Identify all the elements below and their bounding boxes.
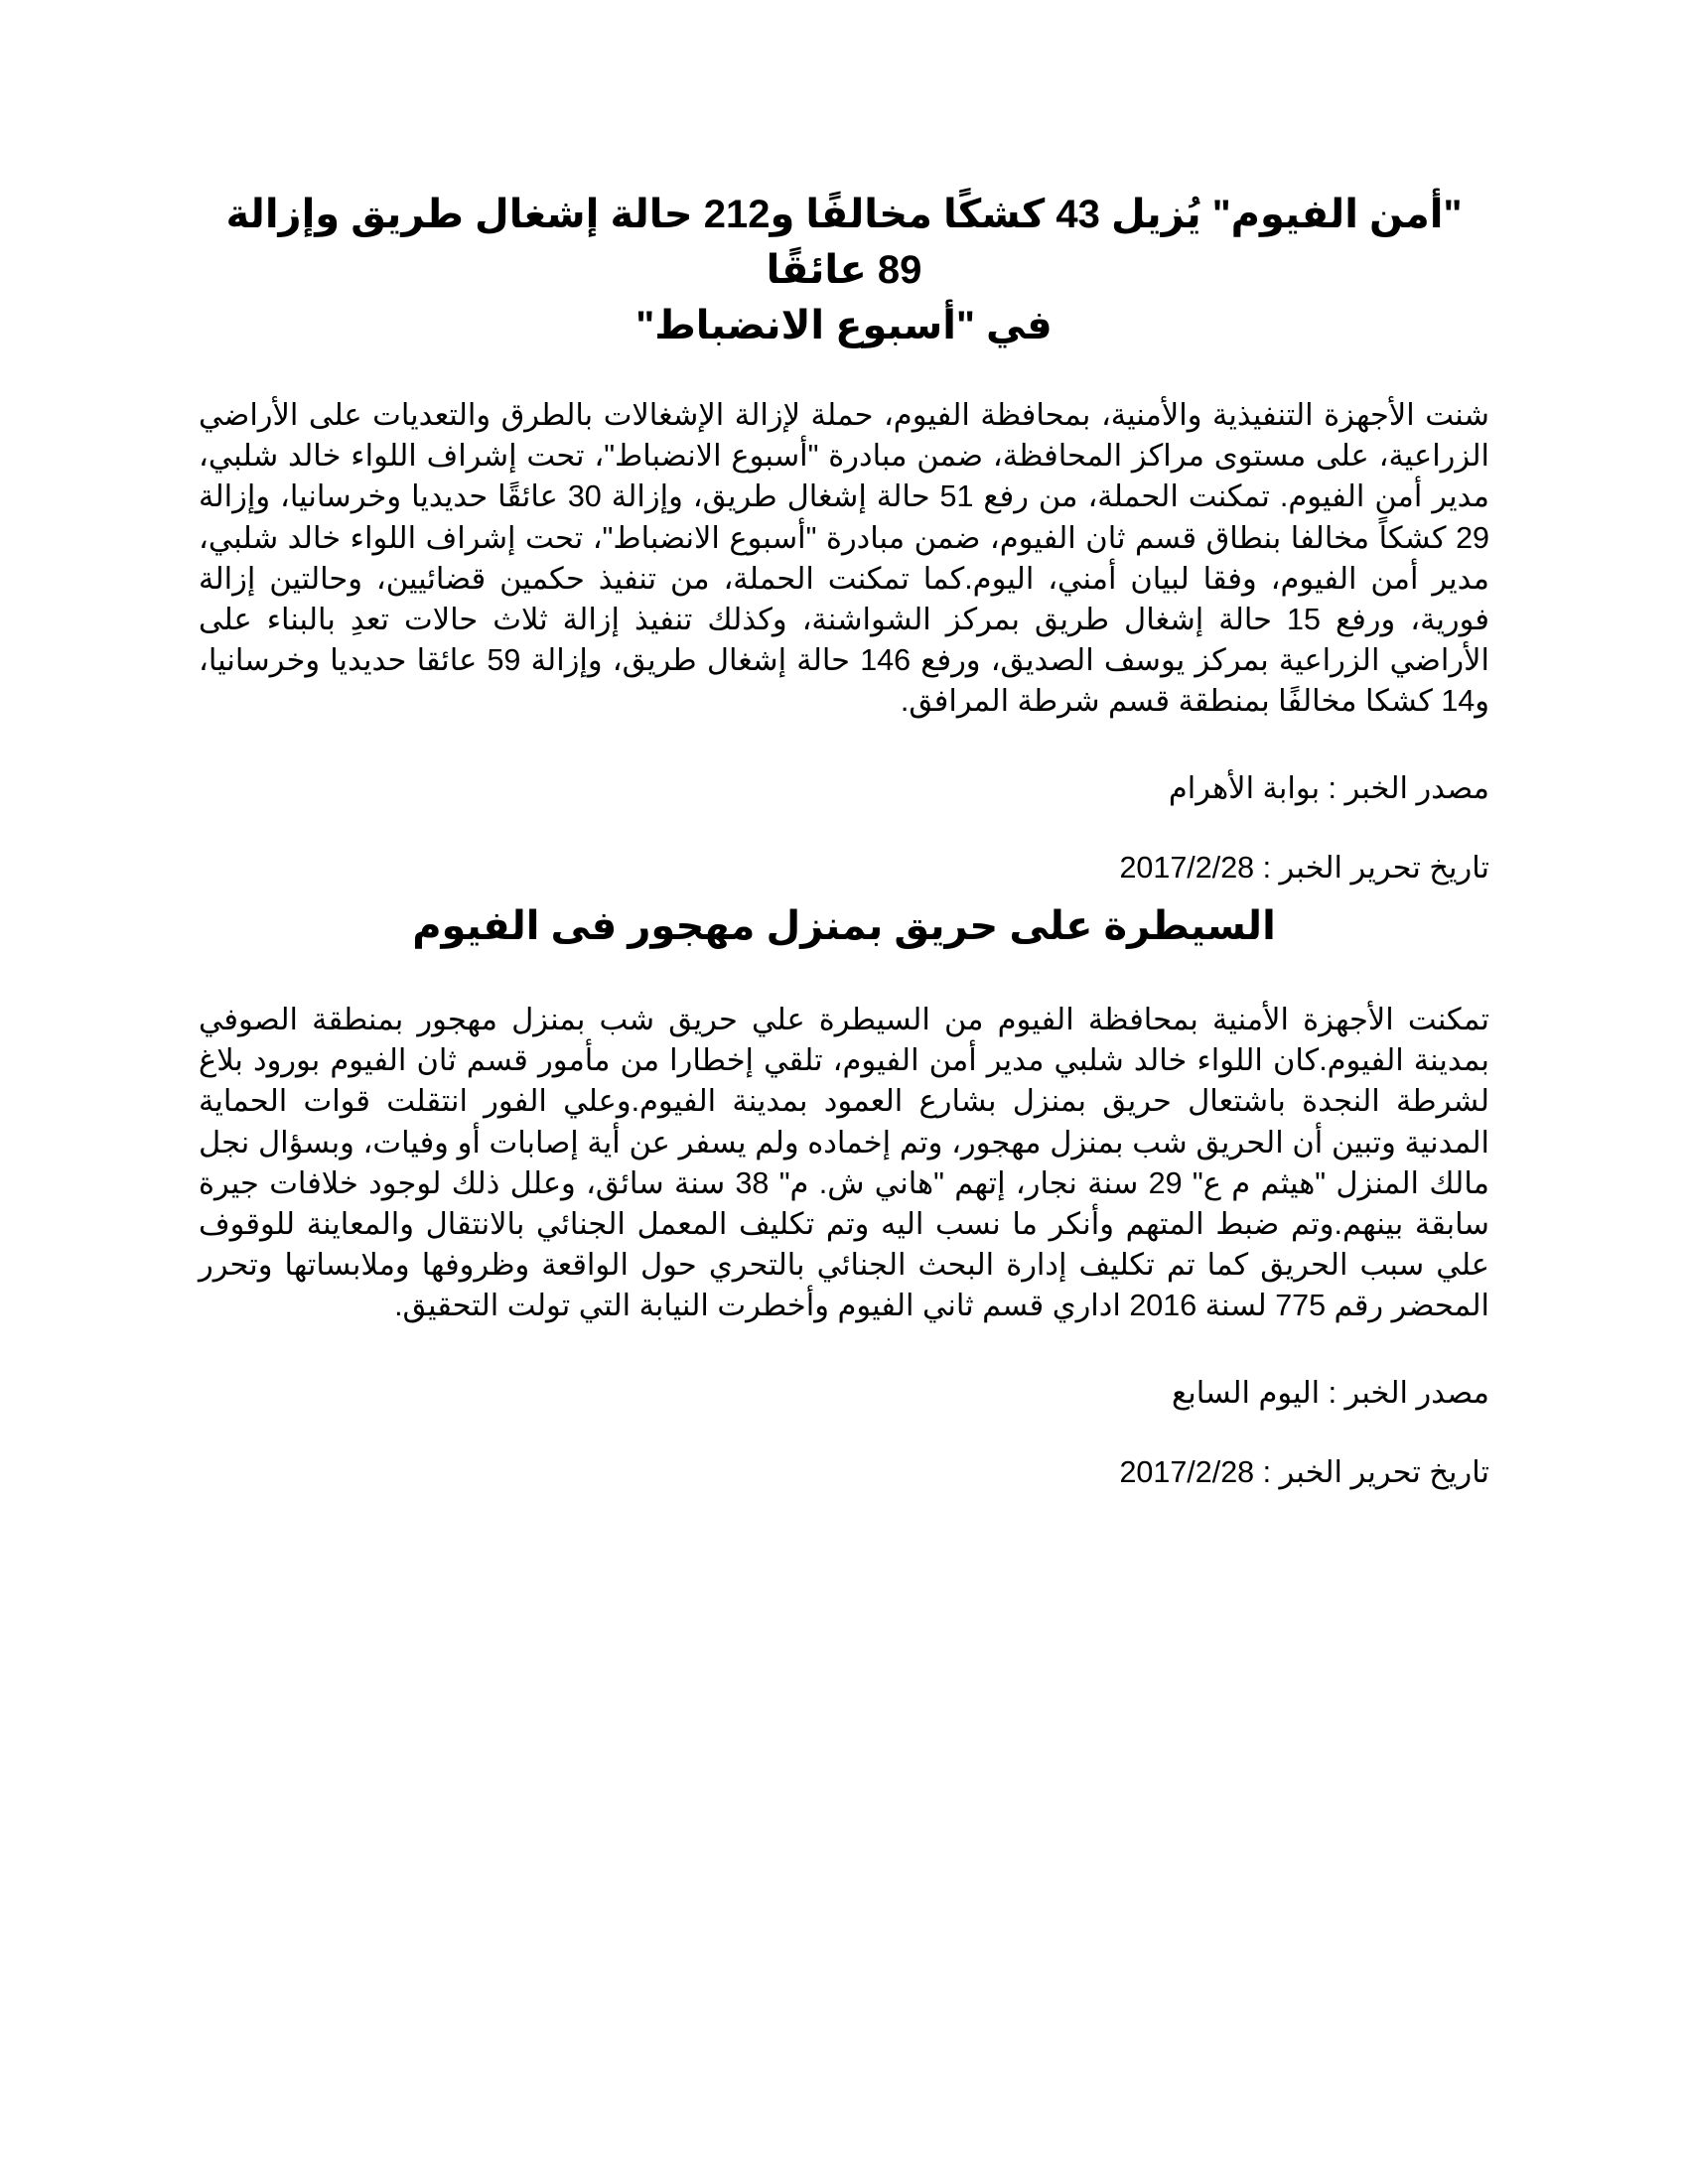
article-body: شنت الأجهزة التنفيذية والأمنية، بمحافظة الفيوم، حملة لإزالة الإشغالات بالطرق والتعديات على الأراضي الزراعية، على مستوى مراكز المحافظة، ضمن مبادرة "أسبوع الانضباط"، تحت إشراف اللواء خالد شلبي، مدير أمن الفيوم. تمكنت الحملة، من رفع 51 حالة إشغال طريق، وإزالة 30 عائقًا حديديا وخرسانيا، وإزالة 29 كشكاً مخالفا بنطاق قسم ثان الفيوم، ضمن مبادرة "أسبوع الانضباط"، تحت إشراف اللواء خالد شلبي، مدير أمن الفيوم، وفقا لبيان أمني، اليوم.كما تمكنت الحملة، من تنفيذ حكمين قضائيين، وحالتين إزالة فورية، ورفع 15 حالة إشغال طريق بمركز الشواشنة، وكذلك تنفيذ إزالة ثلاث حالات تعدِ بالبناء على الأراضي الزراعية بمركز يوسف الصديق، ورفع 146 حالة إشغال طريق، وإزالة 59 عائقا حديديا وخرسانيا، و14 كشكا مخالفًا بمنطقة قسم شرطة المرافق. bbox=[199, 398, 1490, 719]
article-source: مصدر الخبر : بوابة الأهرام bbox=[1168, 770, 1489, 805]
article-date: تاريخ تحرير الخبر : 2017/2/28 bbox=[1119, 1454, 1489, 1489]
headline-line-2: في "أسبوع الانضباط" bbox=[635, 304, 1053, 347]
headline-line-1: "أمن الفيوم" يُزيل 43 كشكًا مخالفًا و212 حالة إشغال طريق وإزالة 89 عائقًا bbox=[225, 193, 1463, 292]
article-headline bbox=[199, 898, 1489, 954]
headline-line-1: السيطرة على حريق بمنزل مهجور فى الفيوم bbox=[412, 904, 1276, 948]
news-article bbox=[199, 187, 1489, 887]
article-headline bbox=[199, 187, 1489, 353]
document-page bbox=[199, 0, 1489, 2184]
article-body: تمكنت الأجهزة الأمنية بمحافظة الفيوم من السيطرة علي حريق شب بمنزل مهجور بمنطقة الصوفي بمدينة الفيوم.كان اللواء خالد شلبي مدير أمن الفيوم، تلقي إخطارا من مأمور قسم ثان الفيوم بورود بلاغ لشرطة النجدة باشتعال حريق بمنزل بشارع العمود بمدينة الفيوم.وعلي الفور انتقلت قوات الحماية المدنية وتبين أن الحريق شب بمنزل مهجور، وتم إخماده ولم يسفر عن أية إصابات أو وفيات، وبسؤال نجل مالك المنزل "هيثم م ع" 29 سنة نجار، إتهم "هاني ش. م" 38 سنة سائق، وعلل ذلك لوجود خلافات جيرة سابقة بينهم.وتم ضبط المتهم وأنكر ما نسب اليه وتم تكليف المعمل الجنائي بالانتقال والمعاينة للوقوف علي سبب الحريق كما تم تكليف إدارة البحث الجنائي بالتحري حول الواقعة وظروفها وملابساتها وتحرر المحضر رقم 775 لسنة 2016 اداري قسم ثاني الفيوم وأخطرت النيابة التي تولت التحقيق. bbox=[199, 1003, 1489, 1323]
news-article bbox=[199, 898, 1489, 1492]
article-source: مصدر الخبر : اليوم السابع bbox=[1172, 1375, 1489, 1410]
article-date: تاريخ تحرير الخبر : 2017/2/28 bbox=[1119, 850, 1489, 885]
